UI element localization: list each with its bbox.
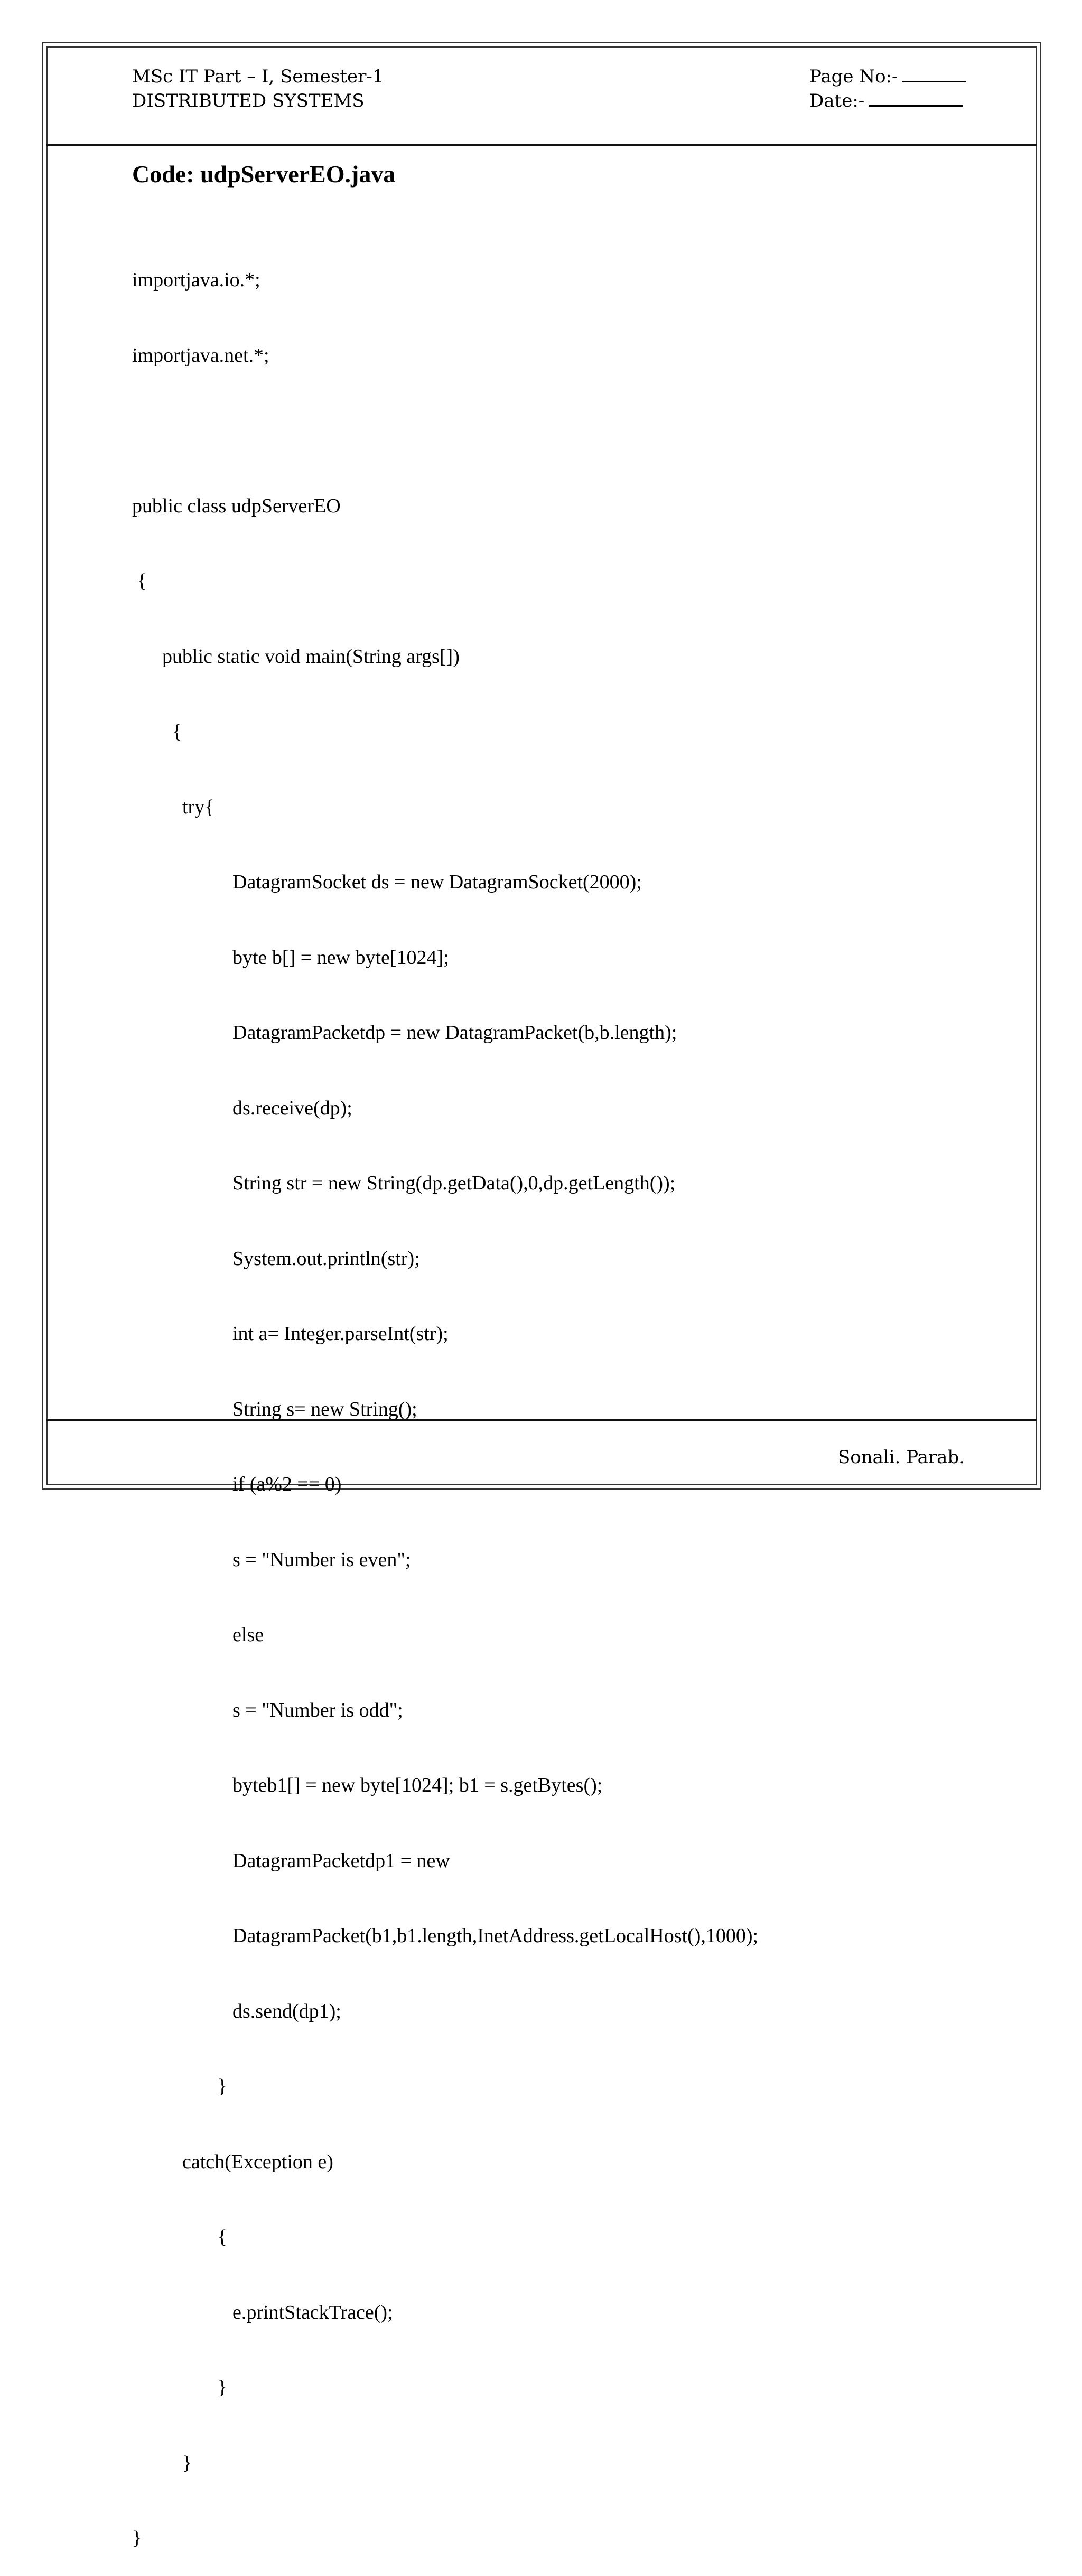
code-line: } <box>132 2451 192 2474</box>
code-line <box>132 418 758 444</box>
code-line: importjava.io.*; <box>132 269 260 291</box>
header-divider <box>46 144 1037 146</box>
code-line: } <box>132 2075 227 2097</box>
code-line: public static void main(String args[]) <box>132 645 460 668</box>
code-line: DatagramPacket(b1,b1.length,InetAddress.getLocalHost(),1000); <box>132 1925 759 1947</box>
code-line: ds.receive(dp); <box>132 1097 352 1119</box>
date-row <box>809 89 966 113</box>
code-line: { <box>132 2226 227 2248</box>
code-line: public class udpServerEO <box>132 494 341 517</box>
subject-label: DISTRIBUTED SYSTEMS <box>132 90 365 111</box>
code-line: String s= new String(); <box>132 1398 417 1420</box>
code-line: ds.send(dp1); <box>132 2000 341 2022</box>
date-label: Date:- <box>809 90 865 111</box>
code-line: s = "Number is odd"; <box>132 1699 403 1721</box>
page-no-row <box>809 64 966 89</box>
code-line: else <box>132 1624 264 1646</box>
code-line: importjava.net.*; <box>132 344 269 367</box>
code-line: int a= Integer.parseInt(str); <box>132 1323 449 1345</box>
code-line: System.out.println(str); <box>132 1247 420 1270</box>
footer-signature: Sonali. Parab. <box>838 1447 965 1468</box>
code-line: } <box>132 2527 142 2549</box>
code-line: DatagramPacketdp = new DatagramPacket(b,b.length); <box>132 1022 677 1044</box>
code-line: byte b[] = new byte[1024]; <box>132 946 449 969</box>
page-no-label: Page No:- <box>809 66 898 87</box>
code-line: } <box>132 2376 227 2399</box>
code-line: DatagramSocket ds = new DatagramSocket(2000); <box>132 871 642 893</box>
code-line: e.printStackTrace(); <box>132 2301 393 2324</box>
code-line: { <box>132 720 182 743</box>
code-line: DatagramPacketdp1 = new <box>132 1849 450 1872</box>
code-title: Code: udpServerEO.java <box>132 161 396 188</box>
course-label: MSc IT Part – I, Semester-1 <box>132 66 384 87</box>
code-line: String str = new String(dp.getData(),0,dp.getLength()); <box>132 1172 676 1194</box>
code-line: byteb1[] = new byte[1024]; b1 = s.getBytes(); <box>132 1774 603 1796</box>
code-line: if (a%2 == 0) <box>132 1473 342 1495</box>
date-blank <box>869 89 963 107</box>
code-line: catch(Exception e) <box>132 2150 333 2173</box>
page-no-blank <box>902 65 966 82</box>
code-listing <box>132 218 758 2576</box>
header-right <box>809 64 966 113</box>
code-line: try{ <box>132 795 214 818</box>
code-line: { <box>132 570 147 592</box>
header-left <box>132 64 384 113</box>
code-line: s = "Number is even"; <box>132 1548 411 1571</box>
